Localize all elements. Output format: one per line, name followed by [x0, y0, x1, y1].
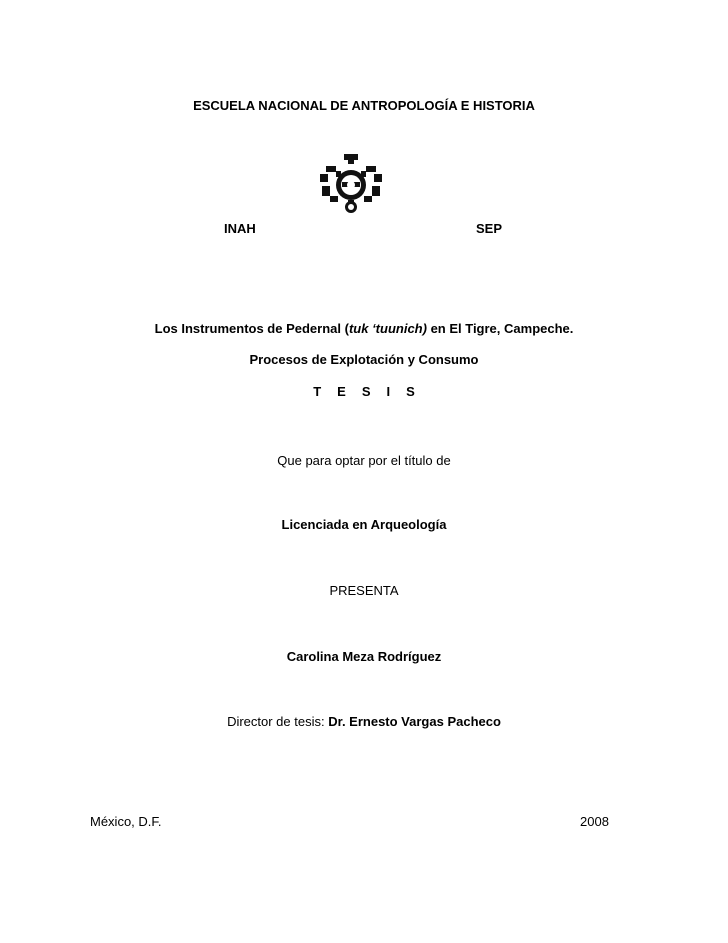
tesis-heading: [0, 384, 728, 399]
tesis-letter: I: [386, 384, 391, 399]
thesis-title: [0, 321, 728, 336]
tesis-letter: S: [406, 384, 415, 399]
org-sep-label: SEP: [476, 221, 503, 236]
tesis-letter: S: [361, 384, 371, 399]
presents-label: PRESENTA: [329, 583, 399, 598]
inah-emblem-icon: [318, 152, 384, 218]
org-inah-label: INAH: [224, 221, 256, 236]
tesis-letter: E: [337, 384, 346, 399]
place-label: México, D.F.: [90, 814, 162, 829]
thesis-title-italic: tuk ‘tuunich): [348, 321, 427, 336]
thesis-title-part1: Los Instrumentos de Pedernal (: [154, 321, 349, 336]
school-name: ESCUELA NACIONAL DE ANTROPOLOGÍA E HISTORIA: [193, 98, 535, 113]
year-label: 2008: [580, 814, 609, 829]
thesis-subtitle: Procesos de Explotación y Consumo: [249, 352, 479, 367]
degree-intro: Que para optar por el título de: [277, 453, 451, 468]
advisor-name: Dr. Ernesto Vargas Pacheco: [328, 714, 501, 729]
degree-title: Licenciada en Arqueología: [281, 517, 447, 532]
advisor-line: [0, 714, 728, 729]
author-name: Carolina Meza Rodríguez: [286, 649, 442, 664]
thesis-title-part2: en El Tigre, Campeche.: [426, 321, 574, 336]
tesis-letter: T: [313, 384, 322, 399]
advisor-label: Director de tesis:: [227, 714, 329, 729]
